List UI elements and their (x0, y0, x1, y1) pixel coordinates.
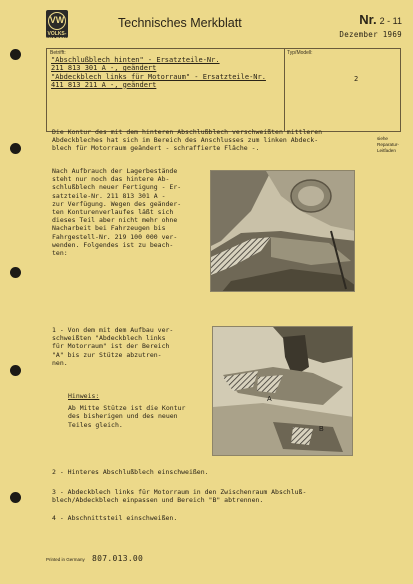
vw-logo-mark: VW (48, 12, 66, 30)
betrifft-label: Betrifft: (50, 50, 66, 56)
photo-label-b: B (319, 426, 324, 433)
photo-rear-panel (210, 170, 355, 292)
intro-text (52, 128, 322, 153)
subject-box-divider (284, 49, 285, 131)
hinweis-label: Hinweis: (68, 392, 100, 400)
punch-hole-5 (10, 492, 21, 503)
step-line: blech/Abdeckblech einpassen und Bereich "B" abtrennen. (52, 496, 264, 505)
intro-line: Abdeckbleches hat sich im Bereich des Anschlusses zum linken Abdeck- (52, 136, 319, 145)
hinweis-line: Teiles gleich. (68, 420, 123, 429)
paragraph-line: steht nur noch das hintere Ab- (52, 175, 170, 184)
step-2 (52, 468, 209, 476)
sheet-date: Dezember 1969 (339, 30, 402, 39)
typ-value: 2 (354, 75, 359, 83)
punch-hole-1 (10, 49, 21, 60)
vw-logo-brand: VOLKSWAGEN (47, 31, 67, 43)
sheet-number-value: 2 - 11 (379, 16, 402, 26)
step-line: für Motorraum" ist der Bereich (52, 342, 170, 351)
step-line: nen. (52, 358, 68, 367)
side-note-line: Reparatur- (377, 142, 399, 147)
step-line: schweißten "Abdeckblech links (52, 334, 166, 343)
step-line: 4 - Abschnittsteil einschweißen. (52, 514, 178, 522)
side-note-line: siehe (377, 136, 388, 141)
subject-lines (51, 56, 281, 89)
subject-line: 411 813 211 A -, geändert (51, 80, 157, 89)
photo-rear-panel-illustration (211, 171, 355, 292)
side-note-line: Leitfaden (377, 148, 396, 153)
step-line: 1 - Von dem mit dem Aufbau ver- (52, 326, 174, 334)
step-line: 3 - Abdeckblech links für Motorraum in den Zwischenraum Abschluß- (52, 488, 307, 496)
subject-line: 211 813 301 A -, geändert (51, 64, 157, 73)
subject-line: "Abdeckblech links für Motorraum" - Ersatzteile-Nr. (51, 72, 266, 81)
sheet-number-label: Nr. (359, 12, 377, 27)
hinweis-note (68, 392, 185, 429)
paragraph-1 (52, 167, 181, 257)
hinweis-line: des bisherigen und des neuen (68, 412, 178, 421)
paragraph-line: wenden. Folgendes ist zu beach- (52, 240, 174, 249)
intro-line: blech für Motorraum geändert - schraffierte Fläche -. (52, 144, 260, 153)
punch-hole-4 (10, 365, 21, 376)
page-title: Technisches Merkblatt (118, 16, 242, 30)
punch-hole-3 (10, 267, 21, 278)
paragraph-line: ten Konturenverlaufes läßt sich (52, 208, 174, 217)
paragraph-line: schlußblech neuer Fertigung - Er- (52, 183, 182, 192)
form-number: 807.013.00 (92, 554, 144, 563)
subject-line: "Abschlußblech hinten" - Ersatzteile-Nr. (51, 56, 220, 64)
photo-cover-plate (212, 326, 353, 456)
hinweis-line: Ab Mitte Stütze ist die Kontur (68, 404, 186, 413)
paragraph-line: Fahrgestell-Nr. 219 100 000 ver- (52, 232, 178, 241)
paragraph-line: Nacharbeit bei Fahrzeugen bis (52, 224, 166, 233)
photo-cover-plate-illustration (213, 327, 353, 456)
paragraph-line: zur Verfügung. Wegen des geänder- (52, 199, 182, 208)
printed-in-germany: Printed in Germany (46, 557, 85, 562)
step-line: "A" bis zur Stütze abzutren- (52, 350, 162, 359)
paragraph-line: ten: (52, 249, 68, 258)
typ-label: Typ/Modell: (287, 50, 313, 56)
sheet-number (317, 12, 402, 27)
subject-box (46, 48, 401, 132)
side-note (377, 136, 411, 154)
punch-hole-2 (10, 143, 21, 154)
step-line: 2 - Hinteres Abschlußblech einschweißen. (52, 468, 209, 476)
paragraph-line: satzteile-Nr. 211 813 301 A - (52, 191, 166, 200)
step-1 (52, 326, 173, 367)
paragraph-line: dieses Teil aber nicht mehr ohne (52, 216, 178, 225)
paragraph-line: Nach Aufbrauch der Lagerbestände (52, 167, 178, 175)
step-4 (52, 514, 177, 522)
step-3 (52, 488, 306, 504)
intro-line: Die Kontur des mit dem hinteren Abschlußblech verschweißten mittleren (52, 128, 323, 136)
vw-logo (46, 10, 68, 43)
photo-label-a: A (267, 396, 272, 403)
